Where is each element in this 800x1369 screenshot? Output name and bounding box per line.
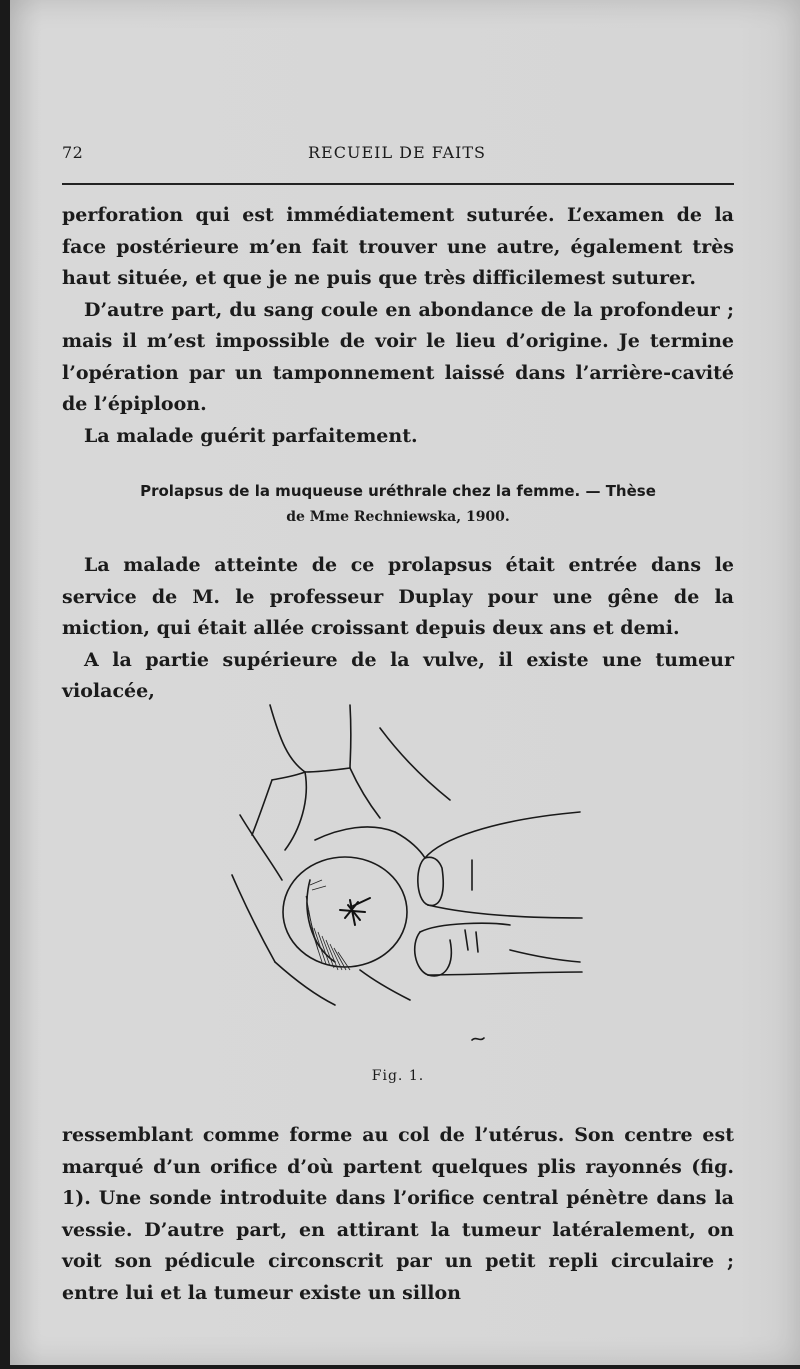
section-title-line: de Mme Rechniewska, 1900. <box>286 509 510 525</box>
header-rule <box>62 183 734 185</box>
book-page <box>10 0 800 1365</box>
paragraph: A la partie supérieure de la vulve, il existe une tumeur violacée, <box>62 648 734 702</box>
text-block-middle <box>62 550 734 708</box>
paragraph: D’autre part, du sang coule en abondance de la profondeur ; mais il m’est impossible de voir le lieu d’origine. Je termine l’opération par un tamponnement laissé dans l’arrière-cavité de l’épiploon. <box>62 298 734 415</box>
anatomical-illustration-icon <box>210 700 590 1045</box>
paragraph: perforation qui est immédiatement suturée. L’examen de la face postérieure m’en fait trouver une autre, également très haut située, et que je ne puis que très difficilemest suturer. <box>62 204 734 289</box>
paragraph: La malade atteinte de ce prolapsus était entrée dans le service de M. le professeur Duplay pour une gêne de la miction, qui était allée croissant depuis deux ans et demi. <box>62 554 734 639</box>
running-title: RECUEIL DE FAITS <box>308 143 486 162</box>
paragraph: La malade guérit parfaitement. <box>84 424 418 447</box>
section-title <box>62 478 734 530</box>
section-title-line: Prolapsus de la muqueuse uréthrale chez la femme. — Thèse <box>140 482 656 500</box>
page-number: 72 <box>62 143 84 162</box>
page-header <box>62 143 732 165</box>
figure-illustration <box>210 700 590 1045</box>
text-block-top <box>62 200 734 452</box>
text-block-bottom <box>62 1120 734 1309</box>
figure-caption: Fig. 1. <box>371 1068 425 1084</box>
paragraph: ressemblant comme forme au col de l’utérus. Son centre est marqué d’un orifice d’où partent quelques plis rayonnés (fig. 1). Une sonde introduite dans l’orifice central pénètre dans la vessie. D’autre part, en attirant la tumeur latéralement, on voit son pédicule circonscrit par un petit repli circulaire ; entre lui et la tumeur existe un sillon <box>62 1124 734 1304</box>
